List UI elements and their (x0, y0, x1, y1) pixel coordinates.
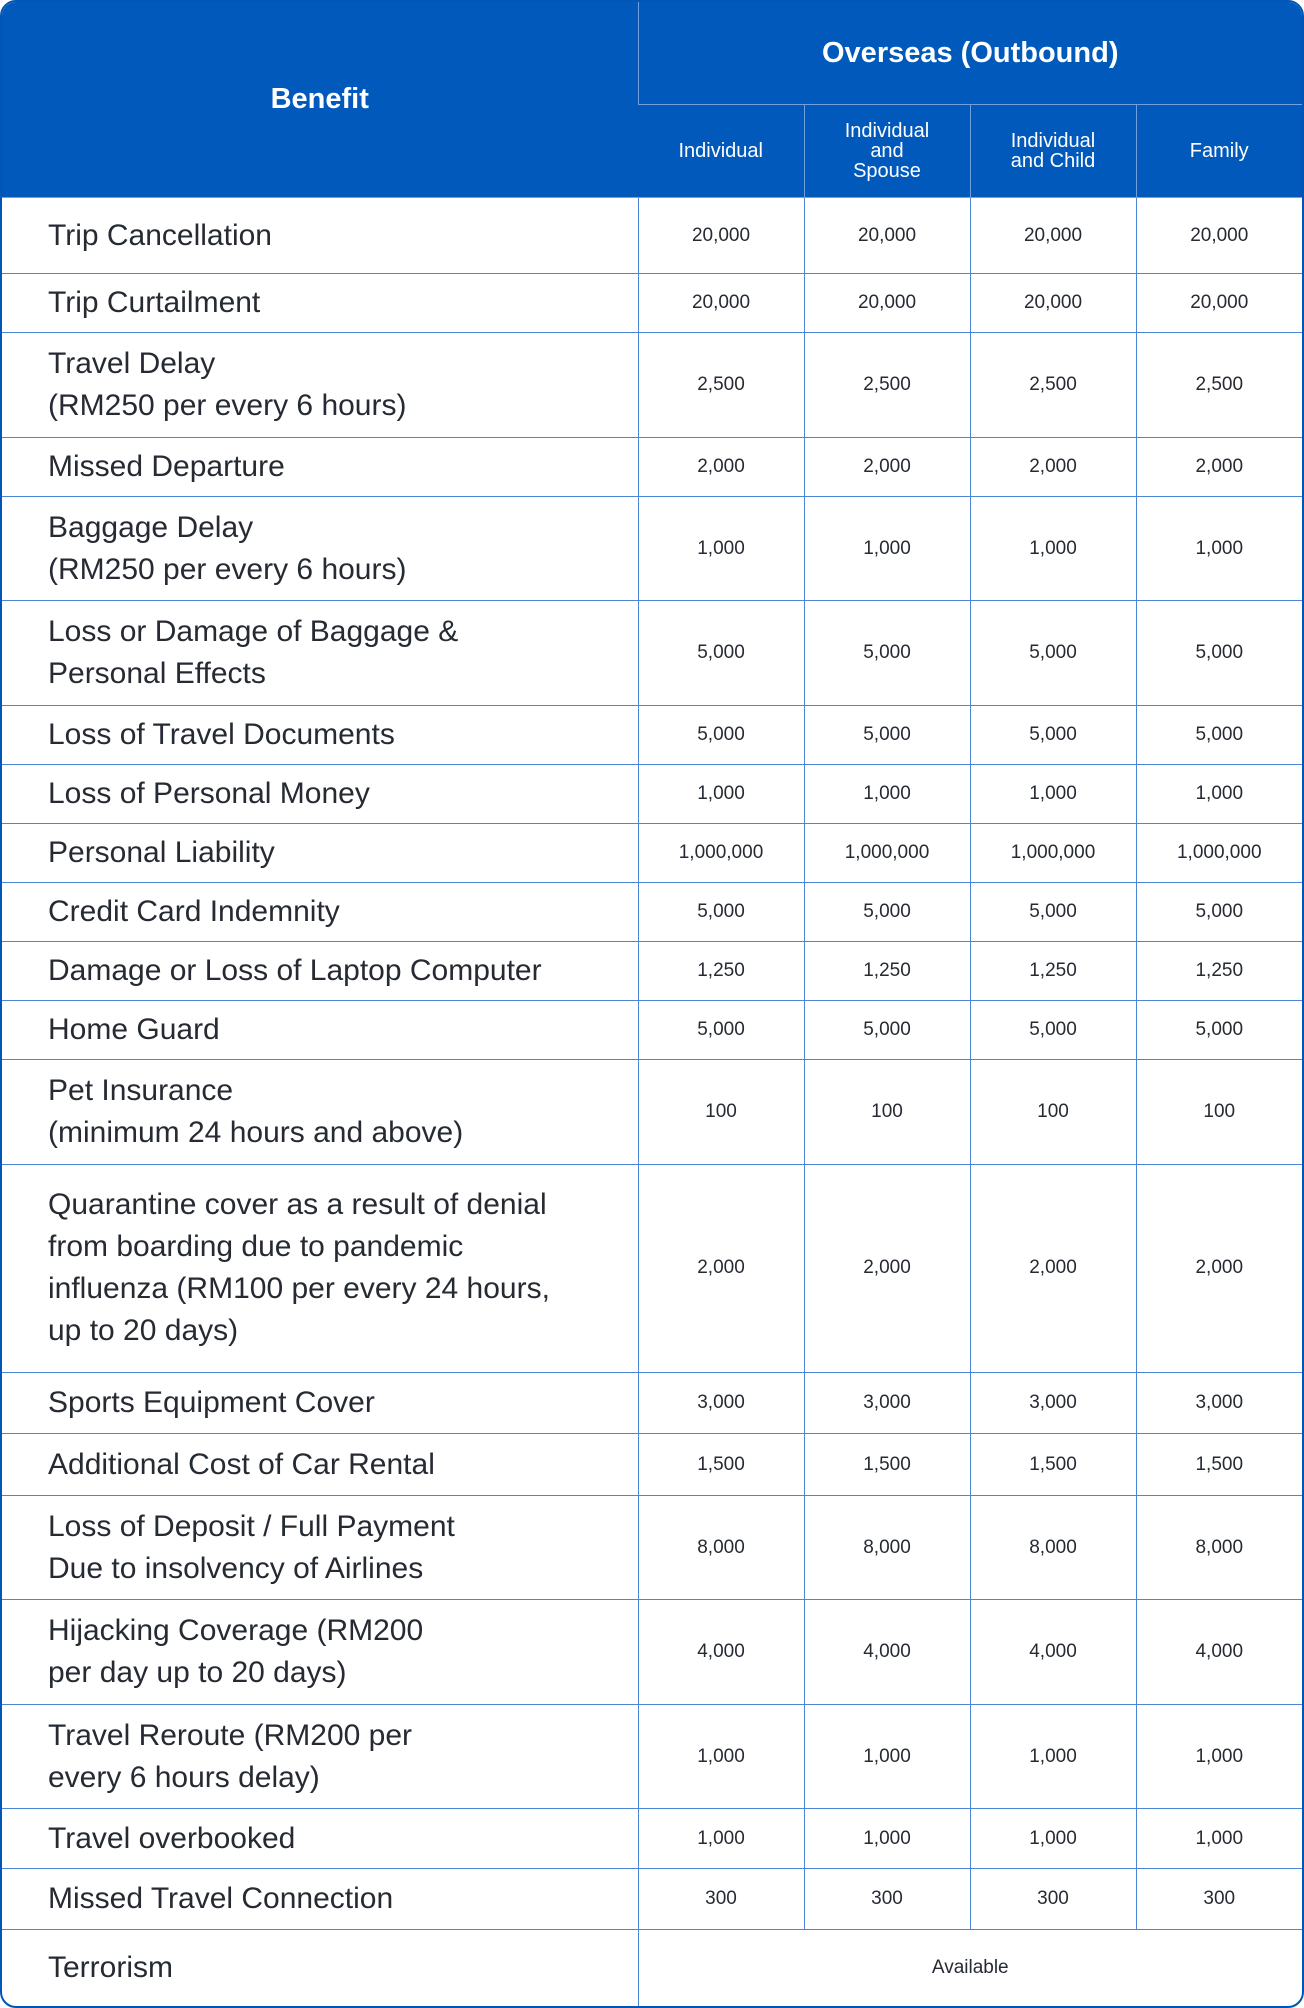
benefit-amount: 1,250 (1136, 942, 1302, 1001)
benefit-amount: 20,000 (638, 198, 804, 274)
benefit-amount: 5,000 (970, 883, 1136, 942)
benefit-name: Travel overbooked (2, 1809, 638, 1868)
benefit-amount: 1,500 (1136, 1434, 1302, 1496)
benefit-amount: 1,000 (638, 1704, 804, 1809)
benefit-amount: 1,000 (804, 765, 970, 824)
benefit-amount: 1,250 (638, 942, 804, 1001)
benefit-amount: 2,500 (804, 333, 970, 438)
benefit-amount: 1,000 (1136, 765, 1302, 824)
benefit-name: Missed Travel Connection (2, 1868, 638, 1930)
benefit-amount: 5,000 (1136, 601, 1302, 706)
benefit-amount: 3,000 (638, 1372, 804, 1434)
table-row (2, 706, 1302, 765)
benefit-amount: 5,000 (970, 1001, 1136, 1060)
benefit-amount: 20,000 (1136, 198, 1302, 274)
table-row (2, 1001, 1302, 1060)
benefit-amount: 100 (638, 1060, 804, 1165)
benefit-amount: 5,000 (804, 706, 970, 765)
table-row (2, 1704, 1302, 1809)
benefit-amount: 2,000 (1136, 1164, 1302, 1372)
benefit-amount: 2,500 (1136, 333, 1302, 438)
benefit-name: Missed Departure (2, 437, 638, 496)
benefit-amount: 4,000 (970, 1600, 1136, 1705)
table-row (2, 1809, 1302, 1868)
benefit-amount: 5,000 (638, 706, 804, 765)
benefit-amount: 1,000 (1136, 496, 1302, 601)
benefit-name: Terrorism (2, 1930, 638, 2006)
benefit-name: Additional Cost of Car Rental (2, 1434, 638, 1496)
table-row (2, 1164, 1302, 1372)
benefit-amount: 5,000 (970, 706, 1136, 765)
benefit-amount: 1,500 (638, 1434, 804, 1496)
benefit-amount: 20,000 (638, 274, 804, 333)
benefit-amount: 1,000 (970, 1704, 1136, 1809)
benefit-amount: 1,000 (970, 1809, 1136, 1868)
benefit-column-header: Benefit (2, 2, 638, 198)
benefit-amount: 1,250 (804, 942, 970, 1001)
benefit-amount: 100 (970, 1060, 1136, 1165)
benefit-name: Pet Insurance (minimum 24 hours and above) (2, 1060, 638, 1165)
benefit-amount: 20,000 (804, 274, 970, 333)
availability-value: Available (638, 1930, 1302, 2006)
benefit-amount: 300 (638, 1868, 804, 1930)
table-row (2, 601, 1302, 706)
benefit-amount: 2,000 (638, 437, 804, 496)
benefit-amount: 300 (970, 1868, 1136, 1930)
benefit-amount: 4,000 (1136, 1600, 1302, 1705)
table-row (2, 496, 1302, 601)
table-row (2, 1060, 1302, 1165)
benefit-amount: 2,000 (638, 1164, 804, 1372)
benefit-amount: 1,500 (970, 1434, 1136, 1496)
benefit-amount: 20,000 (1136, 274, 1302, 333)
benefit-amount: 300 (1136, 1868, 1302, 1930)
benefit-amount: 2,000 (970, 1164, 1136, 1372)
table-body (2, 198, 1302, 2007)
benefit-amount: 5,000 (804, 1001, 970, 1060)
benefit-amount: 100 (1136, 1060, 1302, 1165)
benefits-table (2, 2, 1302, 2006)
benefit-amount: 1,250 (970, 942, 1136, 1001)
benefit-amount: 1,000 (1136, 1809, 1302, 1868)
benefit-amount: 1,000 (638, 1809, 804, 1868)
benefit-name: Loss of Personal Money (2, 765, 638, 824)
table-row (2, 274, 1302, 333)
table-row (2, 1600, 1302, 1705)
benefit-name: Damage or Loss of Laptop Computer (2, 942, 638, 1001)
benefit-amount: 2,000 (970, 437, 1136, 496)
benefit-amount: 1,000 (804, 496, 970, 601)
benefit-amount: 20,000 (970, 274, 1136, 333)
benefit-amount: 1,000 (970, 496, 1136, 601)
table-row (2, 942, 1302, 1001)
table-row (2, 1868, 1302, 1930)
benefit-amount: 8,000 (1136, 1495, 1302, 1600)
benefit-name: Sports Equipment Cover (2, 1372, 638, 1434)
benefit-amount: 20,000 (970, 198, 1136, 274)
benefit-amount: 1,000,000 (804, 824, 970, 883)
benefit-name: Home Guard (2, 1001, 638, 1060)
benefit-amount: 300 (804, 1868, 970, 1930)
table-row (2, 198, 1302, 274)
benefit-amount: 2,000 (1136, 437, 1302, 496)
benefit-amount: 20,000 (804, 198, 970, 274)
plan-header-individual: Individual (638, 105, 804, 198)
benefit-amount: 5,000 (804, 883, 970, 942)
table-row (2, 883, 1302, 942)
benefit-name: Travel Delay (RM250 per every 6 hours) (2, 333, 638, 438)
benefit-amount: 100 (804, 1060, 970, 1165)
plan-header-individual-and-child: Individual and Child (970, 105, 1136, 198)
benefit-amount: 1,000 (970, 765, 1136, 824)
benefit-amount: 5,000 (970, 601, 1136, 706)
table-row (2, 1434, 1302, 1496)
table-row (2, 437, 1302, 496)
benefit-amount: 2,500 (638, 333, 804, 438)
benefit-amount: 8,000 (804, 1495, 970, 1600)
table-row (2, 1372, 1302, 1434)
benefit-amount: 1,000,000 (970, 824, 1136, 883)
table-row (2, 333, 1302, 438)
benefit-amount: 5,000 (1136, 883, 1302, 942)
benefit-amount: 1,000,000 (638, 824, 804, 883)
benefit-amount: 2,000 (804, 1164, 970, 1372)
benefit-amount: 5,000 (1136, 706, 1302, 765)
table-row (2, 824, 1302, 883)
benefit-name: Trip Cancellation (2, 198, 638, 274)
benefit-amount: 2,000 (804, 437, 970, 496)
benefit-amount: 5,000 (638, 601, 804, 706)
table-header (2, 2, 1302, 198)
benefit-amount: 3,000 (1136, 1372, 1302, 1434)
benefit-amount: 4,000 (804, 1600, 970, 1705)
benefit-amount: 5,000 (804, 601, 970, 706)
benefit-amount: 3,000 (804, 1372, 970, 1434)
benefit-amount: 1,000 (638, 765, 804, 824)
benefit-amount: 5,000 (638, 883, 804, 942)
benefit-amount: 5,000 (638, 1001, 804, 1060)
benefit-amount: 1,000 (1136, 1704, 1302, 1809)
benefit-name: Loss of Travel Documents (2, 706, 638, 765)
plan-header-individual-and-spouse: Individual and Spouse (804, 105, 970, 198)
table-row (2, 765, 1302, 824)
benefit-name: Travel Reroute (RM200 per every 6 hours delay) (2, 1704, 638, 1809)
benefit-amount: 1,000,000 (1136, 824, 1302, 883)
benefit-name: Baggage Delay (RM250 per every 6 hours) (2, 496, 638, 601)
benefit-name: Hijacking Coverage (RM200 per day up to 20 days) (2, 1600, 638, 1705)
table-row (2, 1495, 1302, 1600)
benefit-name: Personal Liability (2, 824, 638, 883)
benefit-amount: 8,000 (638, 1495, 804, 1600)
benefit-amount: 4,000 (638, 1600, 804, 1705)
table-row (2, 1930, 1302, 2006)
benefit-name: Loss or Damage of Baggage & Personal Effects (2, 601, 638, 706)
benefit-amount: 5,000 (1136, 1001, 1302, 1060)
plan-header-family: Family (1136, 105, 1302, 198)
benefit-amount: 1,000 (804, 1704, 970, 1809)
benefit-amount: 1,000 (804, 1809, 970, 1868)
benefit-amount: 2,500 (970, 333, 1136, 438)
benefit-name: Credit Card Indemnity (2, 883, 638, 942)
benefit-amount: 3,000 (970, 1372, 1136, 1434)
benefit-name: Trip Curtailment (2, 274, 638, 333)
benefit-amount: 8,000 (970, 1495, 1136, 1600)
benefit-amount: 1,500 (804, 1434, 970, 1496)
benefit-name: Quarantine cover as a result of denial from boarding due to pandemic influenza (RM100 per every 24 hours, up to 20 days) (2, 1164, 638, 1372)
overseas-group-header: Overseas (Outbound) (638, 2, 1302, 105)
benefit-name: Loss of Deposit / Full Payment Due to insolvency of Airlines (2, 1495, 638, 1600)
benefit-amount: 1,000 (638, 496, 804, 601)
